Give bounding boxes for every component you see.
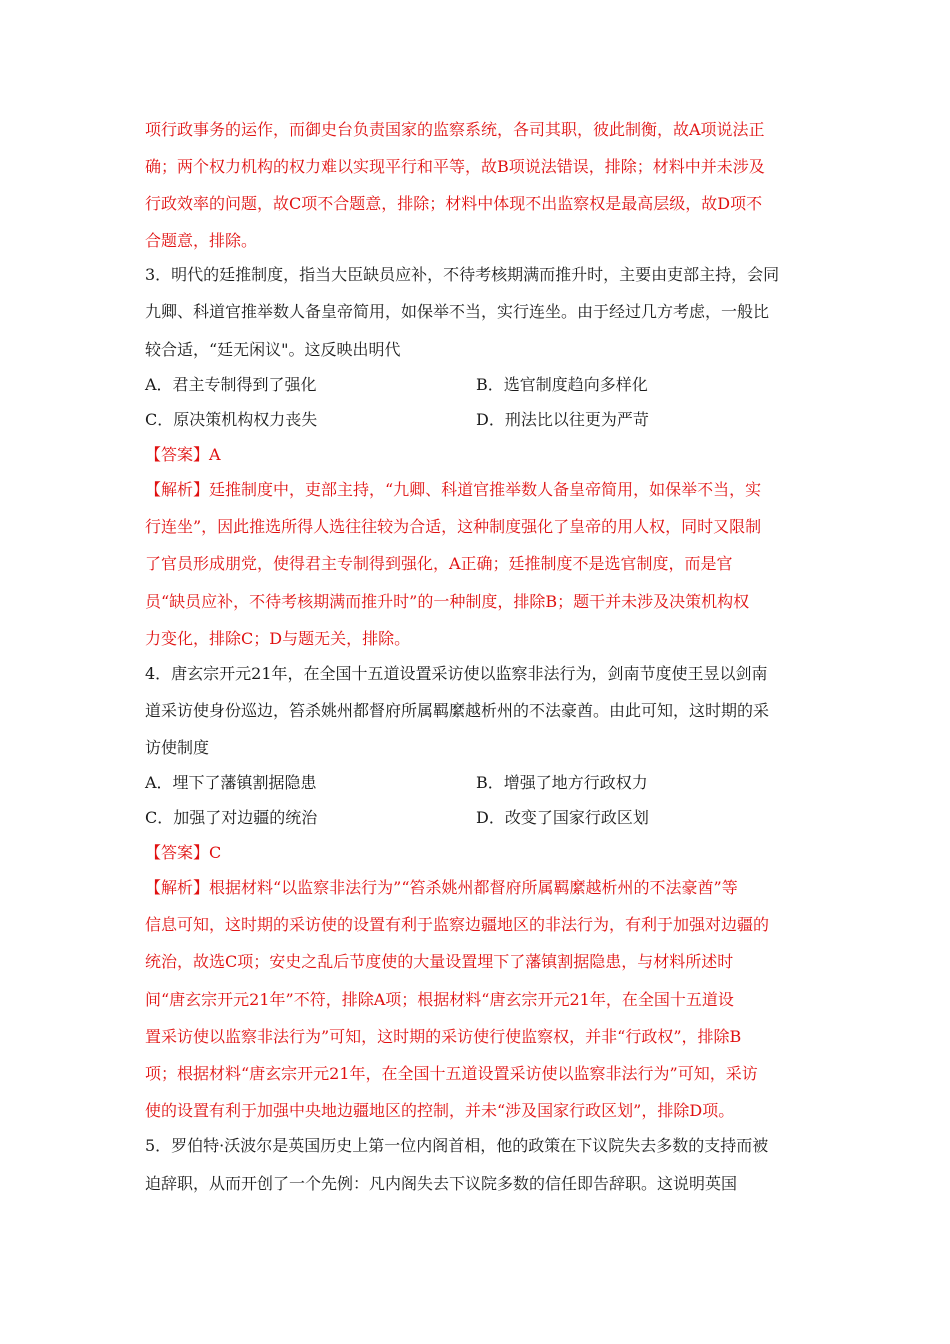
explanation-line: 项行政事务的运作，而御史台负责国家的监察系统，各司其职，彼此制衡，故A项说法正: [145, 120, 765, 139]
question-4-answer: 【答案】C: [145, 843, 222, 862]
question-4-explanation: 【解析】根据材料“以监察非法行为”“笞杀姚州都督府所属羁縻越析州的不法豪酋”等: [145, 878, 738, 897]
question-4-option-a: A．埋下了藩镇割据隐患: [145, 773, 317, 792]
question-3-explanation: 力变化，排除C；D与题无关，排除。: [145, 629, 411, 648]
explanation-line: 确；两个权力机构的权力难以实现平行和平等，故B项说法错误，排除；材料中并未涉及: [145, 157, 765, 176]
question-4-explanation: 信息可知，这时期的采访使的设置有利于监察边疆地区的非法行为，有利于加强对边疆的: [145, 915, 770, 934]
question-4-option-c: C．加强了对边疆的统治: [145, 808, 318, 827]
question-4-stem: 4．唐玄宗开元21年，在全国十五道设置采访使以监察非法行为，剑南节度使王昱以剑南: [145, 664, 768, 683]
question-3-answer: 【答案】A: [145, 445, 221, 464]
explanation-line: 行政效率的问题，故C项不合题意，排除；材料中体现不出监察权是最高层级，故D项不: [145, 194, 763, 213]
question-3-explanation: 了官员形成朋党，使得君主专制得到强化，A正确；廷推制度不是选官制度，而是官: [145, 554, 733, 573]
question-4-option-b: B．增强了地方行政权力: [476, 773, 648, 792]
question-5-stem: 5．罗伯特·沃波尔是英国历史上第一位内阁首相，他的政策在下议院失去多数的支持而被: [145, 1136, 769, 1155]
question-4-explanation: 间“唐玄宗开元21年”不符，排除A项；根据材料“唐玄宗开元21年，在全国十五道设: [145, 990, 734, 1009]
question-3-option-b: B．选官制度趋向多样化: [476, 375, 648, 394]
question-3-option-c: C．原决策机构权力丧失: [145, 410, 318, 429]
question-4-explanation: 置采访使以监察非法行为”可知，这时期的采访使行使监察权，并非“行政权”，排除B: [145, 1027, 742, 1046]
explanation-line: 合题意，排除。: [145, 231, 258, 250]
question-4-stem: 访使制度: [145, 738, 210, 757]
question-3-explanation: 员“缺员应补，不待考核期满而推升时”的一种制度，排除B；题干并未涉及决策机构权: [145, 592, 750, 611]
question-3-explanation: 【解析】廷推制度中，吏部主持，“九卿、科道官推举数人备皇帝简用，如保举不当，实: [145, 480, 762, 499]
question-4-option-d: D．改变了国家行政区划: [476, 808, 649, 827]
question-4-explanation: 统治，故选C项；安史之乱后节度使的大量设置埋下了藩镇割据隐患，与材料所述时: [145, 952, 734, 971]
question-3-stem: 3．明代的廷推制度，指当大臣缺员应补，不待考核期满而推升时，主要由吏部主持，会同: [145, 265, 780, 284]
question-3-option-a: A．君主专制得到了强化: [145, 375, 317, 394]
question-4-stem: 道采访使身份巡边，笞杀姚州都督府所属羁縻越析州的不法豪酋。由此可知，这时期的采: [145, 701, 770, 720]
question-3-option-d: D．刑法比以往更为严苛: [476, 410, 649, 429]
question-3-stem: 较合适，“廷无闲议"。这反映出明代: [145, 340, 401, 359]
question-3-explanation: 行连坐”，因此推选所得人选往往较为合适，这种制度强化了皇帝的用人权，同时又限制: [145, 517, 762, 536]
question-3-stem: 九卿、科道官推举数人备皇帝简用，如保举不当，实行连坐。由于经过几方考虑，一般比: [145, 302, 770, 321]
question-5-stem: 迫辞职，从而开创了一个先例：凡内阁失去下议院多数的信任即告辞职。这说明英国: [145, 1174, 738, 1193]
question-4-explanation: 使的设置有利于加强中央地边疆地区的控制，并未“涉及国家行政区划”，排除D项。: [145, 1101, 735, 1120]
question-4-explanation: 项；根据材料“唐玄宗开元21年，在全国十五道设置采访使以监察非法行为”可知，采访: [145, 1064, 758, 1083]
